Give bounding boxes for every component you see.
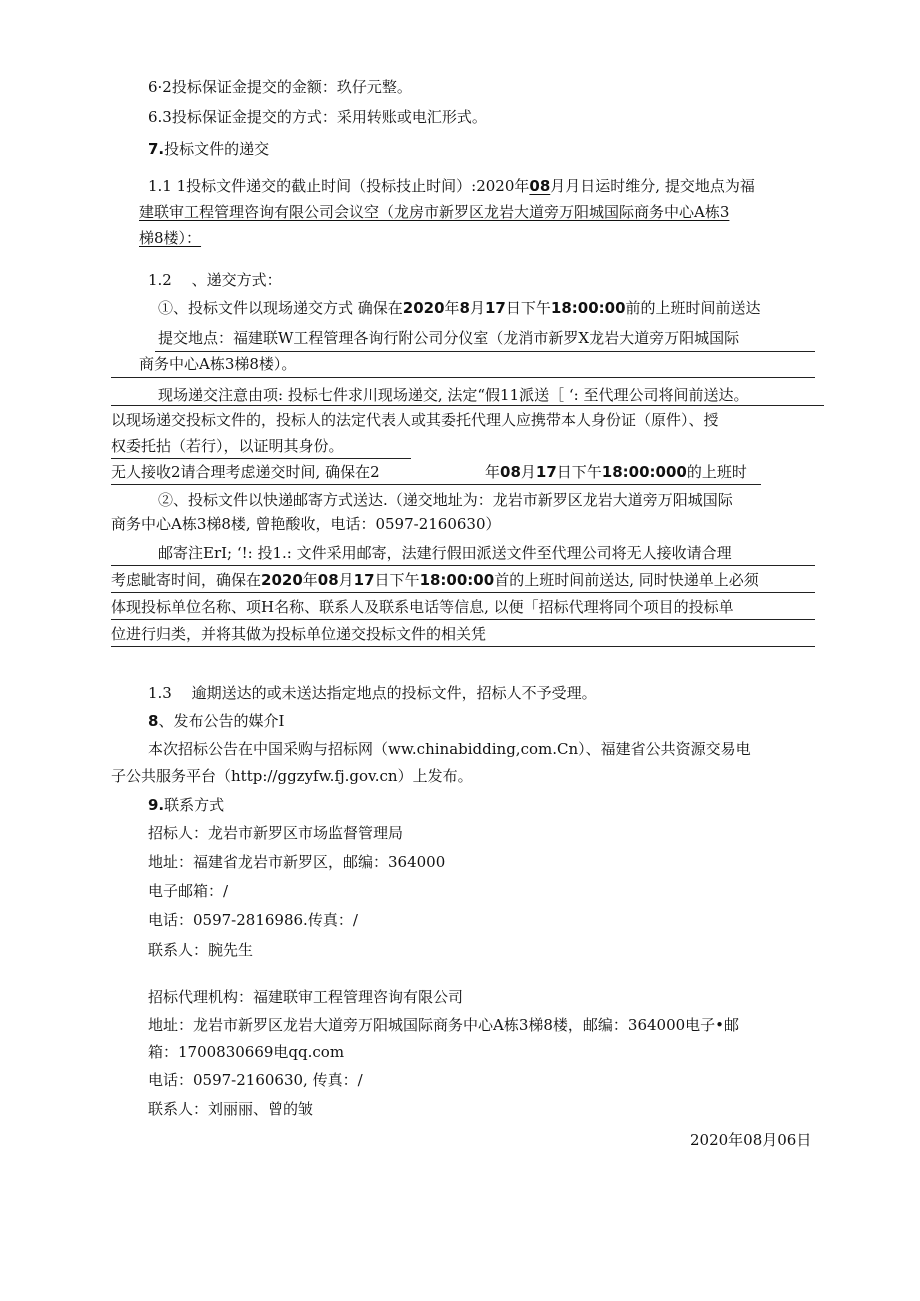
text: 的上班时 xyxy=(686,463,747,481)
underline-rule xyxy=(111,458,411,459)
text: 17 xyxy=(353,571,375,589)
underline-rule xyxy=(155,351,815,352)
text: 考虑眦寄时间，确保在 xyxy=(111,571,262,589)
text: 18:00:00 xyxy=(550,299,626,317)
text: 月月日运时维分, 提交地点为福 xyxy=(550,177,755,195)
line-6-3: 6.3投标保证金提交的方式：采用转账或电汇形式。 xyxy=(148,108,487,126)
text: 年 xyxy=(302,571,318,589)
tenderer-contact: 联系人：腕先生 xyxy=(148,941,254,959)
underline-rule xyxy=(111,592,815,593)
text: 17 xyxy=(485,299,506,317)
heading-text: 、发布公告的媒介I xyxy=(158,712,285,730)
section-7-heading xyxy=(148,139,269,159)
document-date: 2020年08月06日 xyxy=(690,1131,812,1149)
heading-text: 投标文件的递交 xyxy=(164,140,270,158)
tenderer-email: 电子邮箱：/ xyxy=(148,882,229,900)
underline-rule xyxy=(111,377,815,378)
text: 8 xyxy=(459,299,470,317)
section-8-heading xyxy=(148,711,284,731)
notice-line3: 权委托拈（若行），以证明其身份。 xyxy=(111,437,344,455)
item-1-1-line3: 梯8楼）： xyxy=(139,229,202,247)
text: 月 xyxy=(469,299,485,317)
text: 2020 xyxy=(261,571,303,589)
section-9-heading xyxy=(148,795,224,815)
notice-line4-a: 无人接收2请合理考虑递交时间, 确保在2 xyxy=(111,463,380,481)
agency-phone: 电话：0597-2160630, 传真：/ xyxy=(148,1071,363,1089)
agency: 招标代理机构：福建联审工程管理咨询有限公司 xyxy=(148,988,464,1006)
heading-number: 8 xyxy=(148,712,159,730)
text: 08 xyxy=(317,571,339,589)
mail-line3: 体现投标单位名称、项H名称、联系人及联系电话等信息, 以便「招标代理将同个项目的投标单 xyxy=(111,598,734,616)
notice-line1: 现场递交注意由项: 投标七件求川现场递交, 法定“假11派送［ ‘: 至代理公司将间前送达。 xyxy=(158,386,749,404)
text: 年 xyxy=(485,463,501,481)
underline-rule xyxy=(111,484,761,485)
tenderer: 招标人：龙岩市新罗区市场监督管理局 xyxy=(148,824,404,842)
underline-rule xyxy=(111,565,815,566)
agency-address-line2: 箱：1700830669电qq.com xyxy=(148,1043,345,1061)
text: 月 xyxy=(520,463,536,481)
heading-text: 联系方式 xyxy=(164,796,225,814)
underline-rule xyxy=(111,646,815,647)
method-1-line1 xyxy=(158,298,761,318)
text: ①、投标文件以现场递交方式 确保在 xyxy=(158,299,403,317)
text: 年 xyxy=(444,299,460,317)
text: 日下午 xyxy=(374,571,420,589)
mail-line4: 位进行归类，并将其做为投标单位递交投标文件的相关凭 xyxy=(111,625,487,643)
mail-line2 xyxy=(111,570,759,590)
agency-contact: 联系人：刘丽丽、曾的皱 xyxy=(148,1100,314,1118)
underline-rule xyxy=(111,619,815,620)
text: 前的上班时间前送达 xyxy=(625,299,761,317)
media-line2: 子公共服务平台（http://ggzyfw.fj.gov.cn）上发布。 xyxy=(111,767,473,785)
text: 月 xyxy=(338,571,354,589)
method-2-line1: ②、投标文件以快递邮寄方式送达.（递交地址为：龙岩市新罗区龙岩大道旁万阳城国际 xyxy=(158,491,733,509)
method-1-line3: 商务中心A栋3梯8楼）。 xyxy=(139,355,297,373)
item-1-3: 1.3 逾期送达的或未送达指定地点的投标文件，招标人不予受理。 xyxy=(148,684,597,702)
text: 17 xyxy=(535,463,557,481)
tenderer-phone: 电话：0597-2816986.传真：/ xyxy=(148,911,358,929)
text: 首的上班时间前送达, 同时快递单上必须 xyxy=(494,571,759,589)
mail-line1: 邮寄注ErI; ‘!: 投1.: 文件采用邮寄，法建行假田派送文件至代理公司将无人接收请合理 xyxy=(158,544,732,562)
method-2-line2: 商务中心A栋3梯8楼, 曾艳酸收，电话：0597-2160630） xyxy=(111,515,501,533)
underline-rule xyxy=(111,405,824,406)
text: 2020 xyxy=(402,299,445,317)
method-1-line2: 提交地点：福建联W工程管理各询行附公司分仪室（龙消市新罗X龙岩大道旁万阳城国际 xyxy=(158,329,740,347)
notice-line4-b xyxy=(485,462,747,482)
item-1-2: 1.2 、递交方式： xyxy=(148,271,282,289)
item-1-1-line2: 建联审工程管理咨询有限公司会议空（龙房市新罗区龙岩大道旁万阳城国际商务中心A栋3 xyxy=(139,203,730,221)
text: 1.1 1投标文件递交的截止时间（投标技止时间）:2020年 xyxy=(148,177,530,195)
text: 08 xyxy=(500,463,521,481)
notice-line2: 以现场递交投标文件的，投标人的法定代表人或其委托代理人应携带本人身份证（原件）、授 xyxy=(111,411,719,429)
item-1-1-line1 xyxy=(148,176,755,196)
text: 日下午 xyxy=(556,463,602,481)
text: 08 xyxy=(529,177,551,195)
line-6-2: 6·2投标保证金提交的金额：玖仔元整。 xyxy=(148,78,412,96)
media-line1: 本次招标公告在中国采购与招标网（ww.chinabidding,com.Cn）、福建省公共资源交易电 xyxy=(148,740,751,758)
text: 18:00:00 xyxy=(419,571,495,589)
text: 18:00:000 xyxy=(601,463,687,481)
text: 日下午 xyxy=(505,299,551,317)
tenderer-address: 地址：福建省龙岩市新罗区，邮编：364000 xyxy=(148,853,446,871)
heading-number: 7. xyxy=(148,140,165,158)
heading-number: 9. xyxy=(148,796,165,814)
agency-address-line1: 地址：龙岩市新罗区龙岩大道旁万阳城国际商务中心A栋3梯8楼，邮编：364000电子•邮 xyxy=(148,1016,740,1034)
